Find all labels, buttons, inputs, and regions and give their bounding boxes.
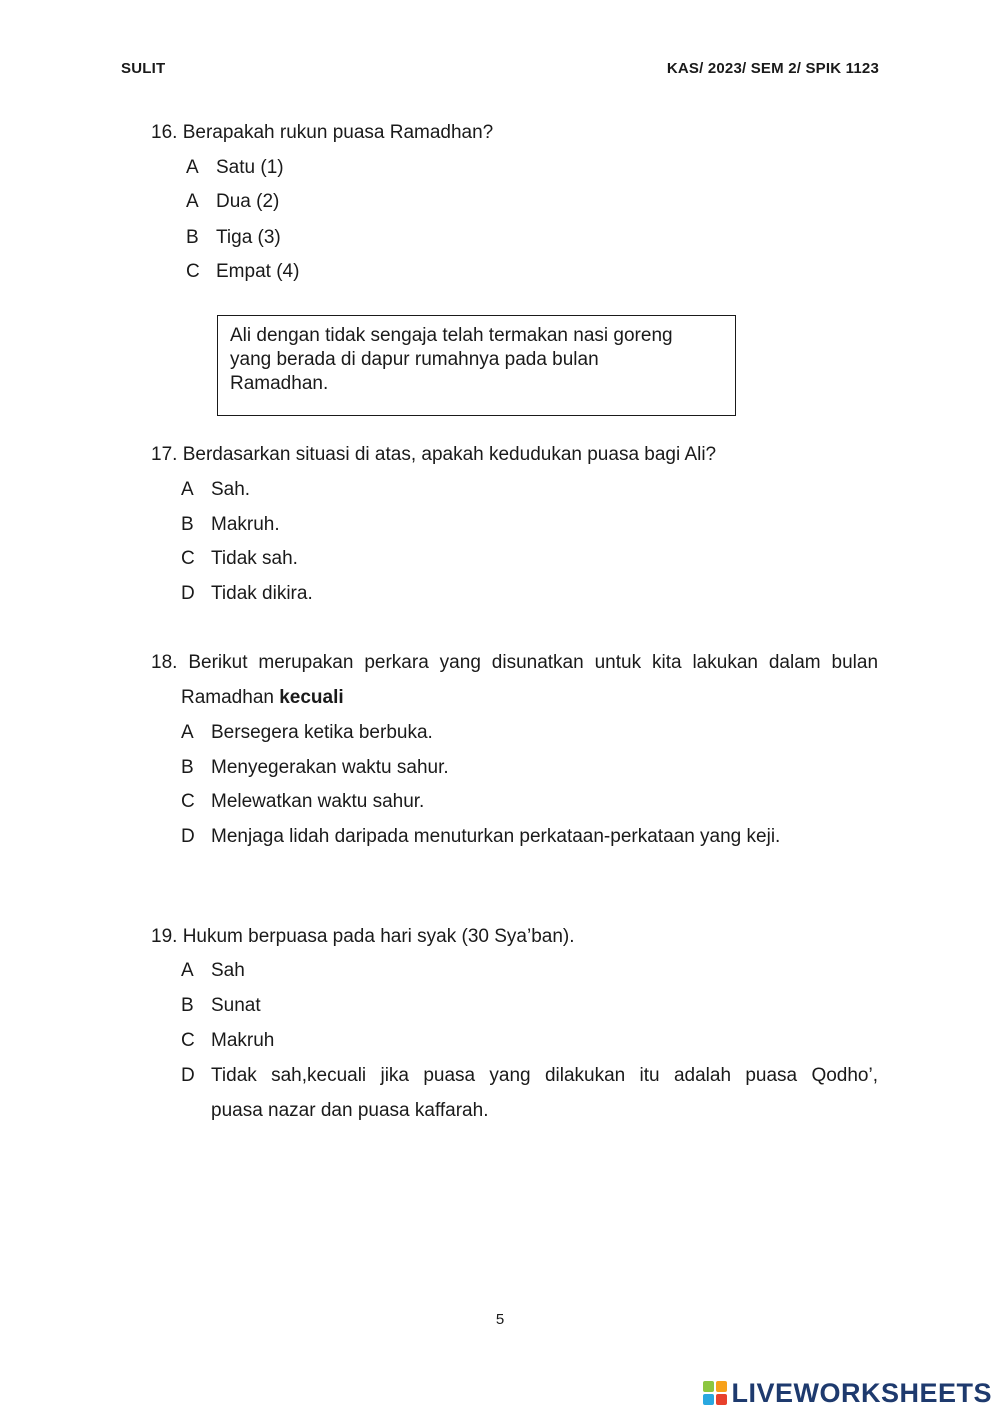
liveworksheets-brand[interactable] — [703, 1378, 992, 1408]
option-c[interactable] — [181, 1029, 274, 1053]
option-letter: C — [186, 261, 200, 282]
option-letter: A — [181, 722, 194, 743]
header-left: SULIT — [121, 60, 166, 77]
option-letter: B — [181, 995, 194, 1016]
option-a[interactable] — [181, 721, 433, 745]
option-text: Melewatkan waktu sahur. — [211, 791, 425, 812]
option-d[interactable] — [181, 1064, 878, 1123]
option-a[interactable] — [181, 478, 250, 502]
question-stem — [151, 121, 493, 145]
situation-line: yang berada di dapur rumahnya pada bulan — [230, 349, 599, 370]
question-stem-line-2 — [181, 686, 344, 710]
option-letter: D — [181, 826, 195, 847]
liveworksheets-logo-icon — [703, 1381, 727, 1405]
question-emphasis: kecuali — [279, 687, 344, 708]
option-text: Tidak sah. — [211, 548, 298, 569]
option-a[interactable] — [186, 156, 284, 180]
option-b[interactable] — [181, 756, 449, 780]
option-text: Makruh — [211, 1030, 275, 1051]
logo-square-green — [703, 1381, 714, 1392]
situation-line: Ramadhan. — [230, 373, 329, 394]
option-a[interactable] — [181, 959, 245, 983]
page-number: 5 — [495, 1311, 505, 1328]
logo-square-orange — [716, 1381, 727, 1392]
situation-box — [217, 315, 736, 416]
logo-square-red — [716, 1394, 727, 1405]
question-stem — [151, 443, 716, 467]
situation-line: Ali dengan tidak sengaja telah termakan nasi goreng — [230, 325, 673, 346]
option-b[interactable] — [181, 994, 261, 1018]
option-text: Sah. — [211, 479, 251, 500]
option-text: Tidak dikira. — [211, 583, 313, 604]
option-text: Menyegerakan waktu sahur. — [211, 757, 449, 778]
option-text: Dua (2) — [216, 191, 280, 212]
question-text: Berapakah rukun puasa Ramadhan? — [182, 122, 494, 143]
option-text: Tiga (3) — [216, 227, 281, 248]
option-letter: C — [181, 548, 195, 569]
question-stem-line-1 — [151, 651, 878, 675]
option-letter: A — [186, 191, 199, 212]
option-letter: B — [181, 757, 194, 778]
option-letter: C — [181, 1030, 195, 1051]
option-text-continued: puasa nazar dan puasa kaffarah. — [211, 1100, 489, 1121]
question-text: Hukum berpuasa pada hari syak (30 Sya’ban). — [182, 926, 575, 947]
question-number: 18. — [151, 652, 178, 673]
question-number: 16. — [151, 122, 178, 143]
question-number: 19. — [151, 926, 178, 947]
option-letter: B — [181, 514, 194, 535]
option-letter: C — [181, 791, 195, 812]
question-text: Ramadhan — [181, 687, 274, 708]
option-letter: D — [181, 583, 195, 604]
option-c[interactable] — [181, 790, 424, 814]
option-a-duplicate[interactable] — [186, 190, 279, 214]
header-right: KAS/ 2023/ SEM 2/ SPIK 1123 — [666, 60, 879, 77]
option-text: Empat (4) — [216, 261, 300, 282]
brand-name: LIVEWORKSHEETS — [731, 1377, 992, 1408]
option-text: Tidak sah,kecuali jika puasa yang dilakukan itu adalah puasa Qodho’, — [211, 1065, 878, 1086]
option-text: Sah — [211, 960, 245, 981]
option-text: Makruh. — [211, 514, 280, 535]
option-b[interactable] — [181, 513, 280, 537]
option-letter: A — [186, 157, 199, 178]
option-text: Menjaga lidah daripada menuturkan perkataan-perkataan yang keji. — [211, 826, 781, 847]
option-text: Bersegera ketika berbuka. — [211, 722, 433, 743]
question-text: Berikut merupakan perkara yang disunatkan untuk kita lakukan dalam bulan — [188, 652, 879, 673]
logo-square-blue — [703, 1394, 714, 1405]
option-b[interactable] — [186, 226, 281, 250]
option-letter: D — [181, 1065, 195, 1086]
option-letter: A — [181, 960, 194, 981]
option-letter: B — [186, 227, 199, 248]
question-number: 17. — [151, 444, 178, 465]
question-text: Berdasarkan situasi di atas, apakah kedudukan puasa bagi Ali? — [182, 444, 717, 465]
option-d[interactable] — [181, 825, 780, 849]
option-letter: A — [181, 479, 194, 500]
option-text: Sunat — [211, 995, 261, 1016]
option-c[interactable] — [186, 260, 299, 284]
question-stem — [151, 925, 575, 949]
option-c[interactable] — [181, 547, 298, 571]
option-d[interactable] — [181, 582, 313, 606]
option-text: Satu (1) — [216, 157, 284, 178]
